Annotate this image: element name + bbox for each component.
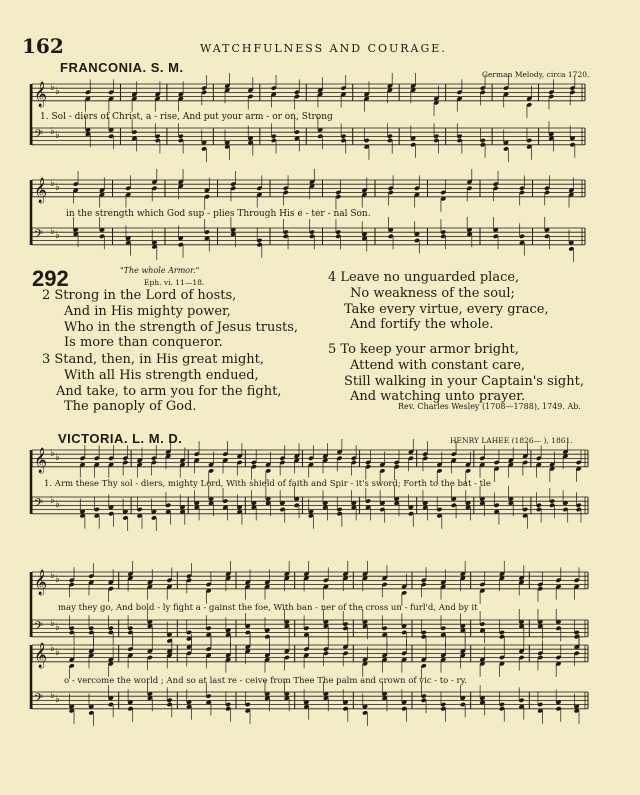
- tune-title-victoria: VICTORIA. L. M. D.: [58, 431, 183, 446]
- verse-line: Still walking in your Captain's sight,: [344, 373, 584, 389]
- composer-credit-franconia: German Melody, circa 1720.: [482, 70, 590, 79]
- verse-line: Is more than conqueror.: [64, 335, 223, 351]
- verse-line: No weakness of the soul;: [350, 285, 515, 301]
- franconia-system-1-flat-icon: ♭: [55, 86, 60, 97]
- franconia-system-1-treble-clef-icon: 𝄞: [34, 82, 48, 107]
- victoria-system-1-flat-icon: ♭: [50, 448, 55, 459]
- victoria-system-1-flat-icon: ♭: [50, 495, 55, 506]
- verse-line: Take every virtue, every grace,: [344, 301, 549, 317]
- franconia-system-2-flat-icon: ♭: [50, 226, 55, 237]
- verse-4: [328, 270, 549, 333]
- hymn-reference: Eph. vi. 11—18.: [144, 278, 205, 287]
- franconia-system-1-flat-icon: ♭: [55, 130, 60, 141]
- hymn-epigraph: "The whole Armor.": [120, 266, 200, 275]
- hymn-number: 292: [32, 266, 69, 291]
- verse-line: Attend with constant care,: [350, 357, 526, 373]
- running-head: WATCHFULNESS AND COURAGE.: [200, 42, 447, 55]
- victoria-system-3-bass-clef-icon: 𝄢: [34, 692, 44, 708]
- victoria-system-2-flat-icon: ♭: [55, 574, 60, 585]
- verse-line: 4 Leave no unguarded place,: [328, 270, 520, 285]
- franconia-system-2-flat-icon: ♭: [55, 182, 60, 193]
- verse-line: And in His mighty power,: [64, 303, 231, 319]
- verse-line: 2 Strong in the Lord of hosts,: [42, 288, 237, 303]
- composer-credit-victoria: HENRY LAHEE (1826— ), 1861.: [450, 436, 573, 445]
- victoria-system-3-flat-icon: ♭: [50, 690, 55, 701]
- victoria-system-1-flat-icon: ♭: [55, 452, 60, 463]
- verse-2: [42, 288, 298, 351]
- lyric-line-victoria-1: 1. Arm these Thy sol - diers, mighty Lord, With shield of faith and Spir - it's sword; Forth to the bat - tle: [44, 479, 491, 489]
- hymn-author: Rev. Charles Wesley (1708—1788), 1749. Ab.: [398, 402, 581, 411]
- franconia-system-1-flat-icon: ♭: [50, 126, 55, 137]
- verse-line: 3 Stand, then, in His great might,: [42, 352, 265, 367]
- victoria-system-1-flat-icon: ♭: [55, 499, 60, 510]
- verse-line: Who in the strength of Jesus trusts,: [64, 319, 299, 335]
- franconia-system-2-treble-clef-icon: 𝄞: [34, 178, 48, 203]
- franconia-system-2-flat-icon: ♭: [50, 178, 55, 189]
- victoria-system-3-flat-icon: ♭: [50, 643, 55, 654]
- franconia-system-2-flat-icon: ♭: [55, 230, 60, 241]
- verse-line: And fortify the whole.: [350, 317, 494, 333]
- victoria-system-1-bass-clef-icon: 𝄢: [34, 497, 44, 513]
- victoria-system-2-flat-icon: ♭: [50, 618, 55, 629]
- victoria-system-2-flat-icon: ♭: [55, 622, 60, 633]
- franconia-system-1-flat-icon: ♭: [50, 82, 55, 93]
- verse-3: [42, 352, 281, 415]
- lyric-line-franconia-1: 1. Sol - diers of Christ, a - rise, And put your arm - or on, Strong: [40, 112, 333, 122]
- verse-5: [328, 342, 584, 405]
- lyric-line-victoria-3: o - vercome the world ; And so at last re - ceive from Thee The palm and crown of vic - to - ry.: [64, 676, 467, 686]
- verse-line: And take, to arm you for the fight,: [56, 383, 282, 399]
- victoria-system-3-flat-icon: ♭: [55, 694, 60, 705]
- victoria-system-3-treble-clef-icon: 𝄞: [34, 643, 48, 668]
- franconia-system-2-bass-clef-icon: 𝄢: [34, 228, 44, 244]
- tune-title-franconia: FRANCONIA. S. M.: [60, 60, 184, 75]
- lyric-line-victoria-2: may they go, And bold - ly fight a - gainst the foe, With ban - ner of the cross un - furl'd, And by it: [58, 603, 478, 613]
- franconia-system-1-bass-clef-icon: 𝄢: [34, 128, 44, 144]
- verse-line: And watching unto prayer.: [350, 389, 526, 405]
- victoria-system-3-flat-icon: ♭: [55, 647, 60, 658]
- verse-line: 5 To keep your armor bright,: [328, 342, 519, 357]
- victoria-system-2-bass-clef-icon: 𝄢: [34, 620, 44, 636]
- victoria-system-1-treble-clef-icon: 𝄞: [34, 448, 48, 473]
- lyric-line-franconia-2: in the strength which God sup - plies Through His e - ter - nal Son.: [66, 209, 371, 219]
- verse-line: With all His strength endued,: [64, 367, 259, 383]
- victoria-system-2-treble-clef-icon: 𝄞: [34, 570, 48, 595]
- page-number: 162: [22, 34, 64, 58]
- verse-line: The panoply of God.: [64, 399, 197, 415]
- victoria-system-2-flat-icon: ♭: [50, 570, 55, 581]
